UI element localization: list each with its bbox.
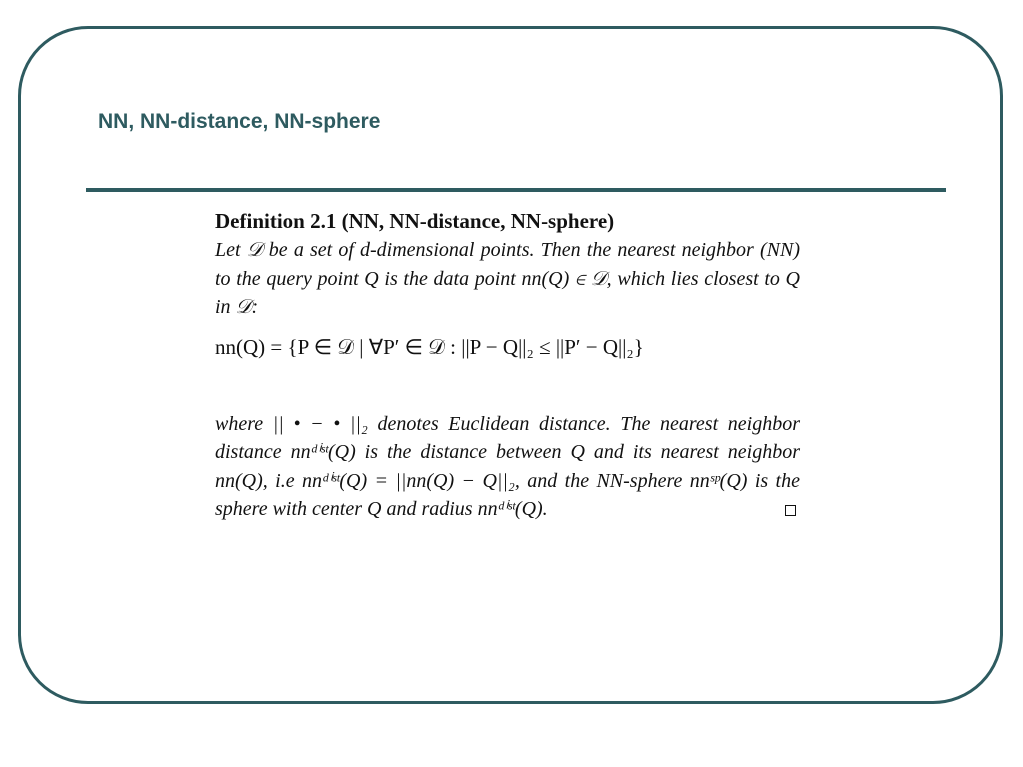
slide-title: NN, NN-distance, NN-sphere <box>98 110 381 133</box>
definition-body: where || • − • ||₂ denotes Euclidean distance. The nearest neighbor distance nnᵈⁱˢᵗ(Q) is the distance between Q and its nearest neighbor nn(Q), i.e nnᵈⁱˢᵗ(Q) = ||nn(Q) − Q||₂, and the NN-sphere nnˢᵖ(Q) is the sphere with center Q and radius nnᵈⁱˢᵗ(Q). <box>215 412 800 520</box>
definition-body-wrap <box>215 410 800 524</box>
definition-heading: Definition 2.1 (NN, NN-distance, NN-sphere) <box>215 209 615 233</box>
qed-box-icon <box>785 505 796 516</box>
definition-formula: nn(Q) = {P ∈ 𝒟 | ∀P′ ∈ 𝒟 : ||P − Q||₂ ≤ ||P′ − Q||₂} <box>215 334 644 359</box>
spacer <box>215 362 800 410</box>
definition-block <box>215 206 800 524</box>
title-divider <box>86 188 946 192</box>
definition-intro: Let 𝒟 be a set of d-dimensional points. Then the nearest neighbor (NN) to the query point Q is the data point nn(Q) ∈ 𝒟, which lies closest to Q in 𝒟: <box>215 239 800 318</box>
